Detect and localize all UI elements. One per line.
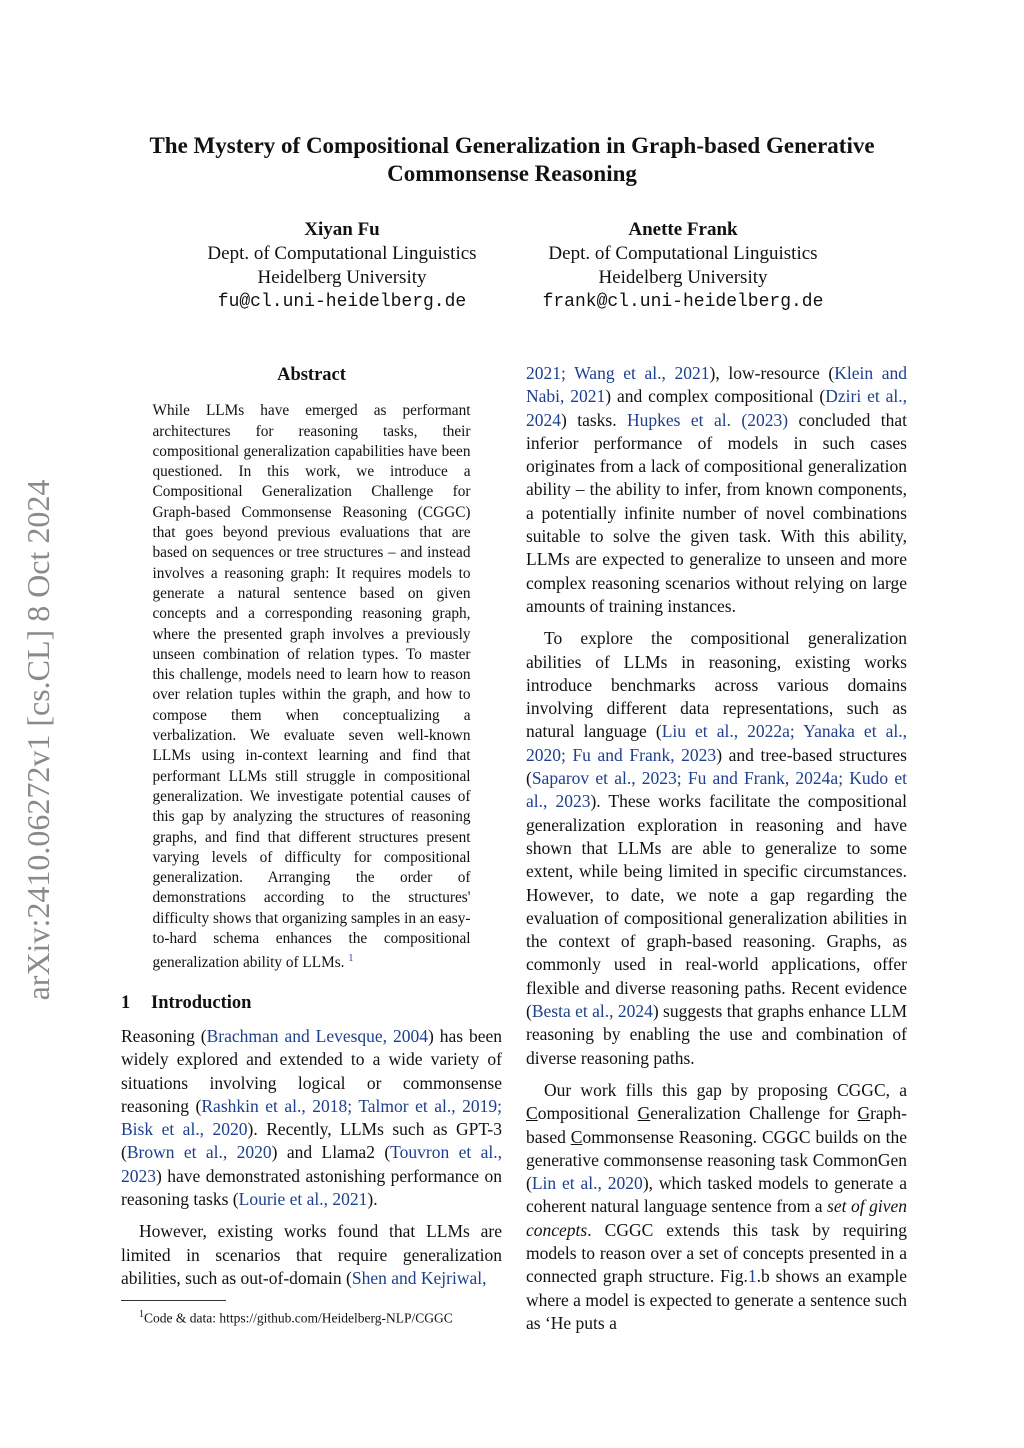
author-block-1 xyxy=(177,218,507,314)
footnote-rule xyxy=(121,1300,226,1301)
author-block-2 xyxy=(518,218,848,314)
left-column xyxy=(121,362,502,1327)
citation-link[interactable]: Rashkin et al., 2018; Talmor et al., 2019; Bisk et al., 2020 xyxy=(121,1095,502,1140)
paper-title: The Mystery of Compositional Generalization in Graph-based Generative Commonsense Reasoning xyxy=(149,133,875,186)
section-heading xyxy=(121,992,502,1015)
citation-link[interactable]: 2021; Wang et al., 2021 xyxy=(526,363,710,383)
citation-link[interactable]: Brown et al., 2020 xyxy=(126,1142,272,1163)
citation-link[interactable]: Saparov et al., 2023; Fu and Frank, 2024a; Kudo et al., 2023 xyxy=(526,768,907,812)
section-title: Introduction xyxy=(151,992,252,1013)
figure-ref-link[interactable]: 1 xyxy=(747,1266,757,1287)
citation-link[interactable]: Lourie et al., 2021 xyxy=(238,1189,368,1210)
author-dept: Dept. of Computational Linguistics xyxy=(207,243,477,264)
abstract-heading: Abstract xyxy=(277,365,346,385)
citation-link[interactable]: Lin et al., 2020 xyxy=(531,1173,643,1194)
citation-link[interactable]: Besta et al., 2024 xyxy=(531,1001,653,1022)
citation-link[interactable]: Klein and Nabi, 2021 xyxy=(526,363,907,407)
paragraph: Our work fills this gap by proposing CGGC, a Compositional Generalization Challenge for Graph-based Commonsense Reasoning. CGGC builds on the generative commonsense reasoning task CommonGen (Lin et al., 2020), which tasked models to generate a coherent natural language sentence from a set of given concepts. CGGC extends this task by requiring models to reason over a set of concepts presented in a connected graph structure. Fig.1.b shows an example where a model is expected to generate a sentence such as ‘He puts a xyxy=(526,1079,908,1333)
footnote-text[interactable]: Code & data: https://github.com/Heidelberg-NLP/CGGC xyxy=(144,1310,453,1326)
section-number: 1 xyxy=(121,992,131,1013)
abstract-text: While LLMs have emerged as performant architectures for reasoning tasks, their compositional generalization capabilities have been questioned. In this work, we introduce a Compositional Generalization Challenge for Graph-based Commonsense Reasoning (CGGC) that goes beyond previous evaluations that are based on sequences or tree structures – and instead involves a reasoning graph: It requires models to generate a natural sentence based on given concepts and a corresponding reasoning graph, where the presented graph involves a previously unseen combination of relation types. To master this challenge, models need to learn how to reason over relation tuples within the graph, and how to compose them when conceptualizing a verbalization. We evaluate seven well-known LLMs using in-context learning and find that performant LLMs still struggle in compositional generalization. We investigate potential causes of this gap by analyzing the structures of reasoning graphs, and find that different structures present varying levels of difficulty for compositional generalization. Arranging the order of demonstrations according to the structures' difficulty shows that organizing samples in an easy-to-hard schema enhances the compositional generalization ability of LLMs. xyxy=(152,402,471,972)
arxiv-stamp: arXiv:2410.06272v1 [cs.CL] 8 Oct 2024 xyxy=(20,479,56,1001)
citation-link[interactable]: Touvron et al., 2023 xyxy=(121,1142,502,1186)
paragraph: However, existing works found that LLMs are limited in scenarios that require generalization abilities, such as out-of-domain (Shen and Kejriwal, xyxy=(121,1221,502,1288)
author-dept: Dept. of Computational Linguistics xyxy=(548,243,818,264)
citation-link[interactable]: Brachman and Levesque, 2004 xyxy=(206,1026,428,1046)
citation-link[interactable]: Shen and Kejriwal, xyxy=(351,1267,487,1288)
author-name: Xiyan Fu xyxy=(304,219,380,240)
right-column xyxy=(526,362,907,1344)
author-email[interactable]: fu@cl.uni-heidelberg.de xyxy=(217,292,467,312)
footnote-marker[interactable]: 1 xyxy=(348,953,354,965)
author-univ: Heidelberg University xyxy=(257,267,427,288)
citation-link[interactable]: Dziri et al., 2024 xyxy=(526,386,907,430)
paragraph: Reasoning (Brachman and Levesque, 2004) has been widely explored and extended to a wide variety of situations involving logical or commonsense reasoning (Rashkin et al., 2018; Talmor et al., 2019; Bisk et al., 2020). Recently, LLMs such as GPT-3 (Brown et al., 2020) and Llama2 (Touvron et al., 2023) have demonstrated astonishing performance on reasoning tasks (Lourie et al., 2021). xyxy=(121,1026,503,1210)
author-email[interactable]: frank@cl.uni-heidelberg.de xyxy=(542,292,824,312)
footnote-number: 1 xyxy=(139,1309,144,1321)
footnote xyxy=(121,1306,502,1327)
paragraph: 2021; Wang et al., 2021), low-resource (Klein and Nabi, 2021) and complex compositional (Dziri et al., 2024) tasks. Hupkes et al. (2023) concluded that inferior performance of models in such cases originates from a lack of compositional generalization ability – the ability to infer, from known components, a potentially infinite number of novel combinations suitable to solve the given task. With this ability, LLMs are expected to generalize to unseen and more complex reasoning scenarios without relying on large amounts of training instances. xyxy=(526,363,908,616)
paragraph: To explore the compositional generalization abilities of LLMs in reasoning, existing works introduce benchmarks across various domains involving different data representations, such as natural language (Liu et al., 2022a; Yanaka et al., 2020; Fu and Frank, 2023) and tree-based structures (Saparov et al., 2023; Fu and Frank, 2024a; Kudo et al., 2023). These works facilitate the compositional generalization exploration in reasoning and have shown that LLMs are able to generalize to some extent, while being limited in specific circumstances. However, to date, we note a gap regarding the evaluation of compositional generalization abilities in the context of graph-based reasoning. Graphs, as commonly used in real-world applications, offer flexible and diverse reasoning paths. Recent evidence (Besta et al., 2024) suggests that graphs enhance LLM reasoning by enabling the use and combination of diverse reasoning paths. xyxy=(526,628,908,1068)
abstract-body xyxy=(153,401,471,973)
author-univ: Heidelberg University xyxy=(598,267,768,288)
author-name: Anette Frank xyxy=(628,219,738,240)
citation-link[interactable]: Liu et al., 2022a; Yanaka et al., 2020; Fu and Frank, 2023 xyxy=(526,721,907,765)
citation-link[interactable]: Hupkes et al. (2023) xyxy=(627,409,789,430)
